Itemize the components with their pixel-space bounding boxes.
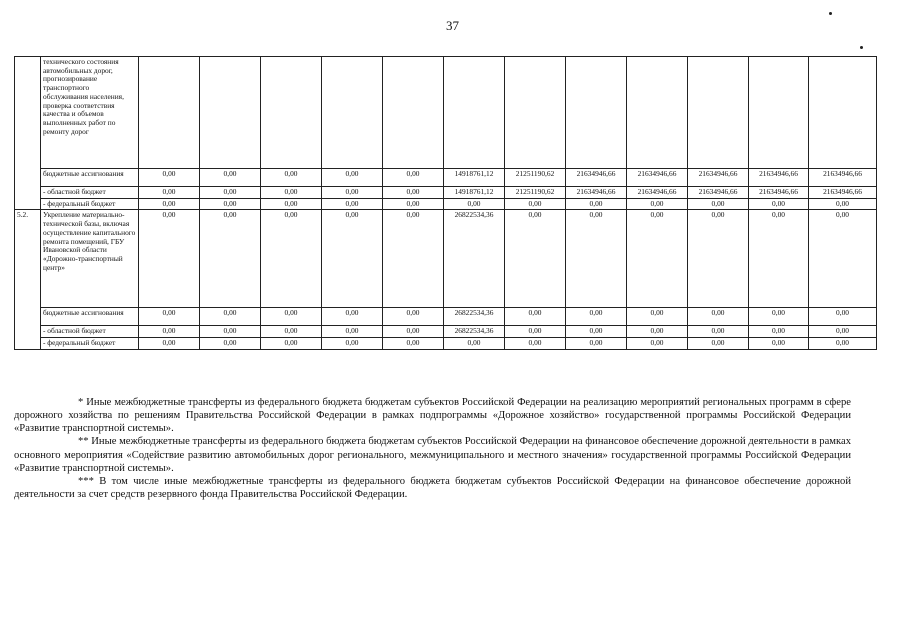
value-cell: 0,00 — [383, 198, 444, 210]
value-cell: 21634946,66 — [627, 187, 688, 199]
value-cell: 21634946,66 — [566, 187, 627, 199]
value-cell: 21634946,66 — [749, 169, 809, 187]
value-cell: 21634946,66 — [627, 169, 688, 187]
value-cell: 0,00 — [383, 187, 444, 199]
value-cell: 14918761,12 — [444, 187, 505, 199]
value-cell: 0,00 — [688, 210, 749, 308]
value-cell — [444, 57, 505, 169]
table-row — [15, 169, 877, 187]
value-cell: 0,00 — [749, 326, 809, 338]
value-cell: 0,00 — [200, 326, 261, 338]
value-cell: 0,00 — [261, 198, 322, 210]
value-cell: 0,00 — [261, 210, 322, 308]
value-cell — [749, 57, 809, 169]
value-cell: 0,00 — [749, 210, 809, 308]
value-cell: 0,00 — [322, 187, 383, 199]
value-cell — [200, 57, 261, 169]
table-row — [15, 210, 877, 308]
value-cell: 0,00 — [566, 338, 627, 350]
value-cell: 0,00 — [809, 338, 877, 350]
value-cell: 0,00 — [505, 198, 566, 210]
row-index: 5.2. — [15, 210, 41, 349]
value-cell: 21634946,66 — [566, 169, 627, 187]
value-cell: 0,00 — [505, 210, 566, 308]
value-cell: 0,00 — [749, 338, 809, 350]
value-cell: 0,00 — [809, 210, 877, 308]
value-cell — [322, 57, 383, 169]
value-cell: 0,00 — [444, 198, 505, 210]
value-cell: 0,00 — [627, 308, 688, 326]
value-cell — [139, 57, 200, 169]
value-cell: 14918761,12 — [444, 169, 505, 187]
value-cell: 0,00 — [688, 198, 749, 210]
value-cell: 0,00 — [505, 338, 566, 350]
value-cell: 0,00 — [566, 326, 627, 338]
value-cell: 0,00 — [322, 338, 383, 350]
value-cell — [688, 57, 749, 169]
value-cell: 0,00 — [627, 326, 688, 338]
value-cell — [809, 57, 877, 169]
value-cell: 0,00 — [322, 169, 383, 187]
footnote: * Иные межбюджетные трансферты из федерального бюджета бюджетам субъектов Российской Федерации на реализацию мероприятий региональных программ в сфере дорожного хозяйства по решениям Правительства Российской Федерации в рамках подпрограммы «Дорожное хозяйство» государственной программы Российской Федерации «Развитие транспортной системы». — [14, 397, 851, 435]
value-cell: 21634946,66 — [809, 169, 877, 187]
value-cell: 0,00 — [383, 169, 444, 187]
footnotes — [14, 396, 851, 501]
value-cell: 0,00 — [322, 210, 383, 308]
row-label: бюджетные ассигнования — [41, 308, 139, 326]
row-label: Укрепление материально-технической базы, включая осуществление капитального ремонта помещений, ГБУ Ивановской области «Дорожно-транспортный центр» — [41, 210, 139, 308]
value-cell: 26822534,36 — [444, 326, 505, 338]
value-cell: 0,00 — [627, 198, 688, 210]
value-cell — [383, 57, 444, 169]
value-cell: 26822534,36 — [444, 210, 505, 308]
row-label: - федеральный бюджет — [41, 198, 139, 210]
table-body — [15, 57, 877, 350]
value-cell: 0,00 — [139, 169, 200, 187]
table-row — [15, 308, 877, 326]
value-cell: 21634946,66 — [688, 169, 749, 187]
value-cell: 0,00 — [200, 210, 261, 308]
value-cell — [627, 57, 688, 169]
value-cell: 0,00 — [566, 308, 627, 326]
value-cell: 0,00 — [261, 169, 322, 187]
value-cell: 0,00 — [261, 187, 322, 199]
value-cell: 0,00 — [627, 210, 688, 308]
table-row — [15, 338, 877, 350]
row-label: бюджетные ассигнования — [41, 169, 139, 187]
value-cell: 0,00 — [261, 308, 322, 326]
value-cell: 0,00 — [809, 308, 877, 326]
table-row — [15, 57, 877, 169]
value-cell: 0,00 — [139, 338, 200, 350]
value-cell — [566, 57, 627, 169]
value-cell — [261, 57, 322, 169]
value-cell: 0,00 — [200, 338, 261, 350]
value-cell: 0,00 — [322, 198, 383, 210]
value-cell: 0,00 — [566, 210, 627, 308]
value-cell: 0,00 — [383, 210, 444, 308]
budget-table — [14, 56, 877, 350]
value-cell: 0,00 — [383, 326, 444, 338]
value-cell — [505, 57, 566, 169]
value-cell: 0,00 — [200, 308, 261, 326]
row-label: технического состояния автомобильных дорог, прогнозирование транспортного обслуживания населения, проверка соответствия качества и объемов выполненных работ по ремонту дорог — [41, 57, 139, 169]
value-cell: 0,00 — [749, 308, 809, 326]
footnote: ** Иные межбюджетные трансферты из федерального бюджета бюджетам субъектов Российской Федерации на финансовое обеспечение дорожной деятельности в рамках основного мероприятия «Содействие развитию автомобильных дорог регионального, межмуниципального и местного значения» государственной программы Российской Федерации «Развитие транспортной системы». — [14, 436, 851, 474]
value-cell: 21634946,66 — [809, 187, 877, 199]
value-cell: 0,00 — [749, 198, 809, 210]
value-cell: 26822534,36 — [444, 308, 505, 326]
value-cell: 0,00 — [261, 338, 322, 350]
value-cell: 0,00 — [809, 326, 877, 338]
table-row — [15, 198, 877, 210]
value-cell: 0,00 — [688, 326, 749, 338]
value-cell: 0,00 — [139, 308, 200, 326]
value-cell: 0,00 — [261, 326, 322, 338]
value-cell: 0,00 — [322, 326, 383, 338]
value-cell: 0,00 — [444, 338, 505, 350]
value-cell: 0,00 — [139, 210, 200, 308]
value-cell: 0,00 — [688, 338, 749, 350]
page-number: 37 — [446, 18, 459, 33]
value-cell: 0,00 — [322, 308, 383, 326]
value-cell: 0,00 — [505, 326, 566, 338]
row-index — [15, 57, 41, 210]
value-cell: 0,00 — [566, 198, 627, 210]
row-label: - областной бюджет — [41, 187, 139, 199]
value-cell: 0,00 — [200, 187, 261, 199]
value-cell: 21634946,66 — [749, 187, 809, 199]
value-cell: 21251190,62 — [505, 169, 566, 187]
value-cell: 21251190,62 — [505, 187, 566, 199]
value-cell: 0,00 — [200, 198, 261, 210]
value-cell: 0,00 — [200, 169, 261, 187]
value-cell: 0,00 — [505, 308, 566, 326]
value-cell: 0,00 — [688, 308, 749, 326]
value-cell: 0,00 — [139, 326, 200, 338]
scan-speck — [829, 12, 832, 15]
table-row — [15, 187, 877, 199]
scan-speck — [860, 46, 863, 49]
value-cell: 0,00 — [383, 338, 444, 350]
value-cell: 0,00 — [809, 198, 877, 210]
value-cell: 0,00 — [139, 187, 200, 199]
value-cell: 21634946,66 — [688, 187, 749, 199]
row-label: - областной бюджет — [41, 326, 139, 338]
row-label: - федеральный бюджет — [41, 338, 139, 350]
value-cell: 0,00 — [627, 338, 688, 350]
value-cell: 0,00 — [139, 198, 200, 210]
table-row — [15, 326, 877, 338]
footnote: *** В том числе иные межбюджетные трансферты из федерального бюджета бюджетам субъектов Российской Федерации на финансовое обеспечение дорожной деятельности за счет средств резервного фонда Правительства Российской Федерации. — [14, 475, 851, 500]
value-cell: 0,00 — [383, 308, 444, 326]
